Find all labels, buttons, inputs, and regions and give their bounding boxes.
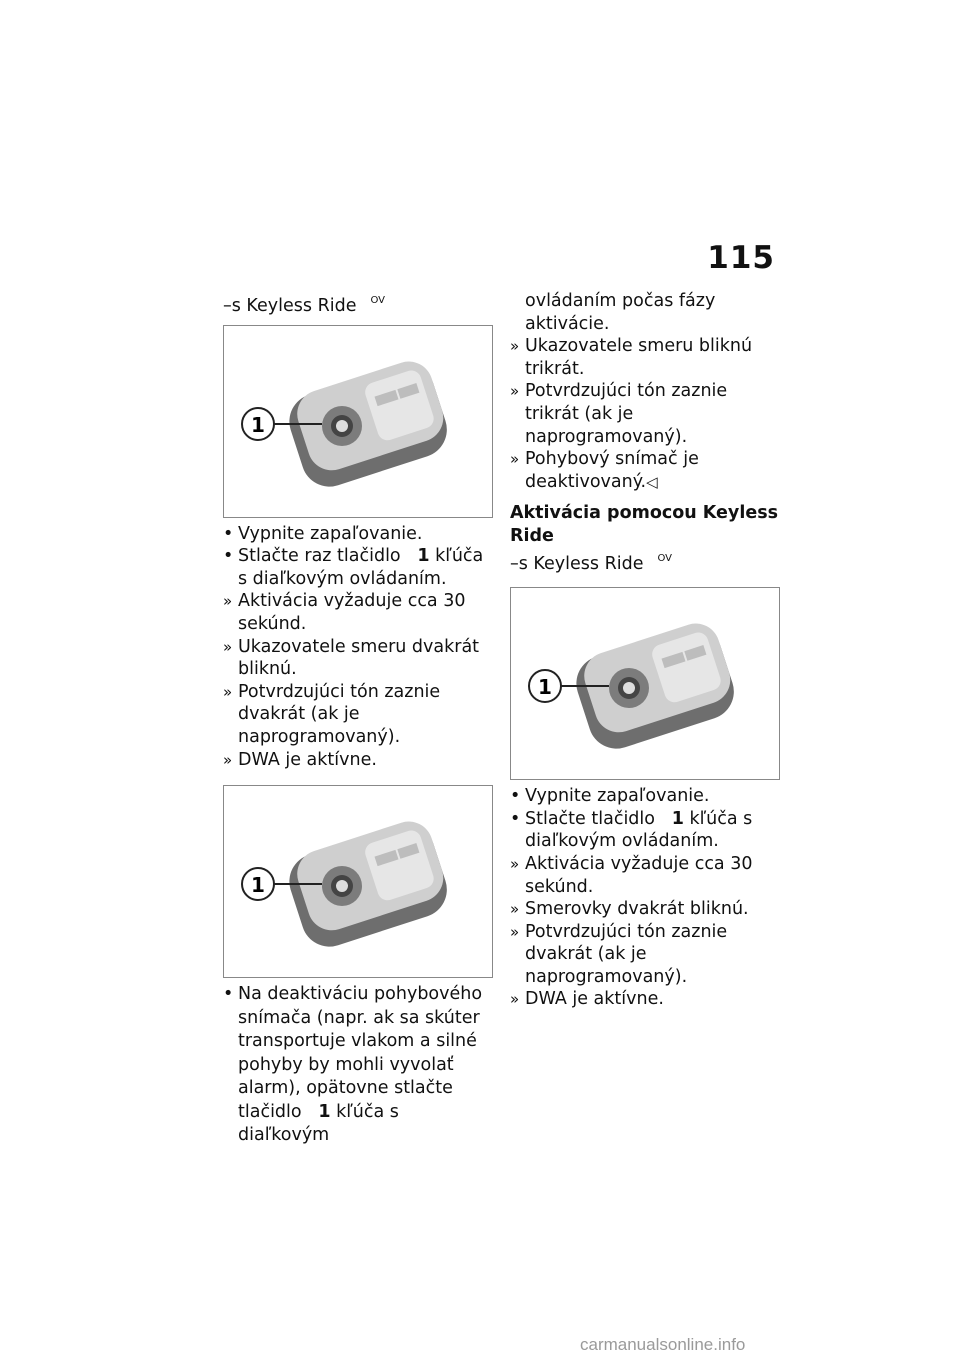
figure-callout: 1 <box>251 412 265 437</box>
section-heading: Aktivácia pomocou Keyless Ride <box>510 503 779 546</box>
list-item: • Vypnite zapaľovanie. <box>223 523 423 544</box>
list-item: » Potvrdzujúci tón zaznie trikrát (ak je naprogramovaný). <box>510 381 728 447</box>
button-ref: 1 <box>318 1101 331 1122</box>
figure-callout: 1 <box>251 873 265 898</box>
button-ref: 1 <box>671 808 684 829</box>
end-of-section-icon: ◁ <box>646 472 658 491</box>
steps-list <box>223 523 495 772</box>
steps-list <box>510 785 782 1011</box>
key-fob-illustration <box>224 786 492 977</box>
list-item: » Smerovky dvakrát bliknú. <box>510 899 749 920</box>
list-item: » Aktivácia vyžaduje cca 30 sekúnd. <box>510 853 753 897</box>
option-superscript: OV <box>657 552 673 564</box>
condition-text: –s Keyless Ride <box>510 553 644 574</box>
option-superscript: OV <box>370 295 386 306</box>
results-list <box>510 335 782 493</box>
right-column <box>510 290 782 1011</box>
list-item: • Stlačte tlačidlo 1 kľúča s diaľkovým ovládaním. <box>510 808 753 852</box>
button-ref: 1 <box>417 546 430 567</box>
steps-list <box>223 983 495 1148</box>
continued-text: ovládaním počas fázy aktivácie. <box>525 291 716 334</box>
list-item: » Potvrdzujúci tón zaznie dvakrát (ak je naprogramovaný). <box>223 681 441 747</box>
key-fob-illustration <box>224 326 492 517</box>
list-item: • Stlačte raz tlačidlo 1 kľúča s diaľkovým ovládaním. <box>223 546 484 589</box>
list-item: • Vypnite zapaľovanie. <box>510 786 710 807</box>
page-number: 115 <box>707 240 775 276</box>
list-item: » Potvrdzujúci tón zaznie dvakrát (ak je naprogramovaný). <box>510 921 728 987</box>
figure-callout: 1 <box>538 675 552 700</box>
list-item: » DWA je aktívne. <box>223 749 377 770</box>
key-fob-figure <box>510 587 780 780</box>
condition-label <box>510 548 782 576</box>
condition-label <box>223 290 495 318</box>
condition-text: –s Keyless Ride <box>223 296 357 316</box>
list-item: » Ukazovatele smeru dvakrát bliknú. <box>223 636 480 680</box>
list-item: » Pohybový snímač je deaktivovaný.◁ <box>510 449 699 492</box>
left-column <box>223 290 495 1148</box>
list-item: » Aktivácia vyžaduje cca 30 sekúnd. <box>223 591 466 634</box>
footer-watermark: carmanualsonline.info <box>580 1335 746 1354</box>
key-fob-figure <box>223 785 493 978</box>
list-item: » Ukazovatele smeru bliknú trikrát. <box>510 336 753 379</box>
key-fob-illustration <box>511 588 779 779</box>
key-fob-figure <box>223 325 493 518</box>
list-item: • Na deaktiváciu pohybového snímača (napr. ak sa skúter transportuje vlakom a silné pohyby by mohli vyvolať alarm), opätovne stlačte tlačidlo 1 kľúča s diaľkovým <box>223 984 483 1146</box>
list-item: » DWA je aktívne. <box>510 989 664 1010</box>
